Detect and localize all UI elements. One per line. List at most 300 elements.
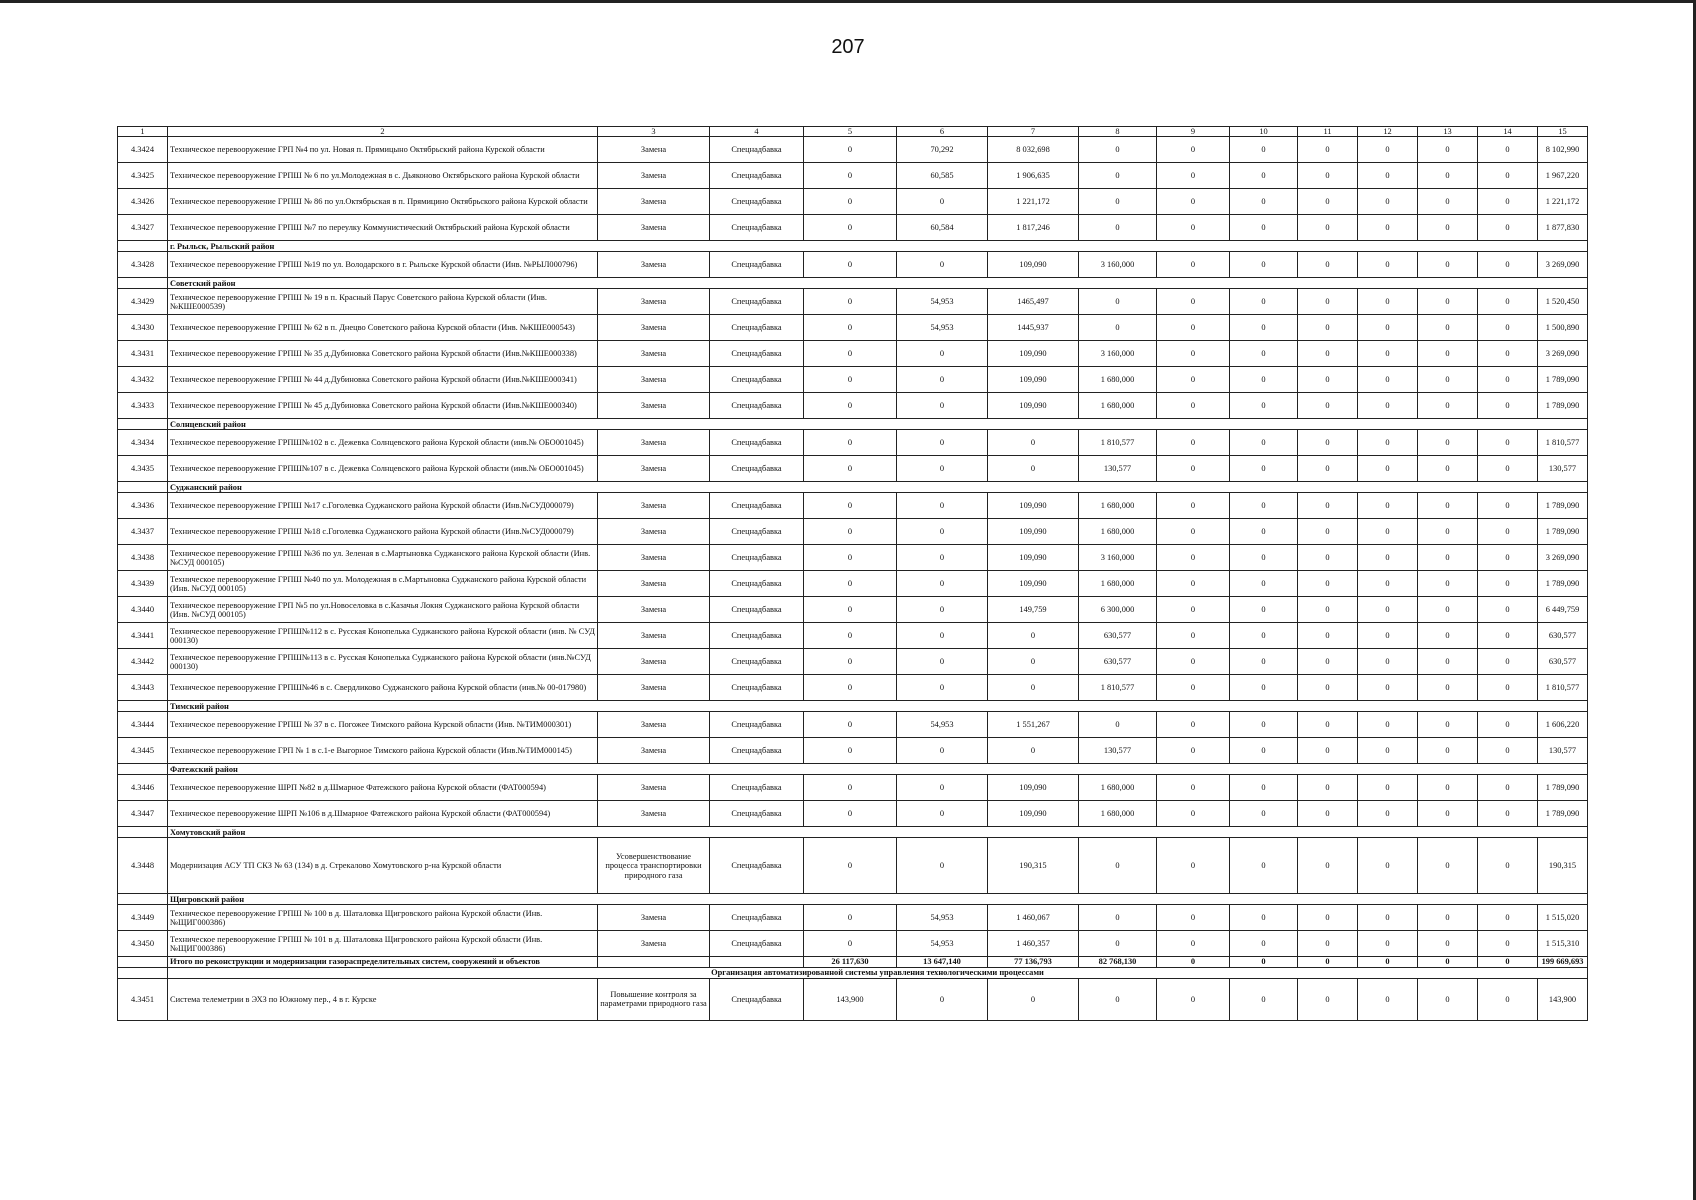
value-col-12: 0 xyxy=(1358,393,1418,419)
total-value-col-13: 0 xyxy=(1418,957,1478,967)
value-col-15: 130,577 xyxy=(1538,738,1588,764)
value-col-7: 0 xyxy=(988,738,1079,764)
value-col-8: 0 xyxy=(1079,931,1157,957)
purpose-cell: Замена xyxy=(598,163,710,189)
object-name-cell: Техническое перевооружение ГРПШ№107 в с. Дежевка Солнцевского района Курской области (инв.№ ОБО001045) xyxy=(168,456,598,482)
value-col-15: 630,577 xyxy=(1538,649,1588,675)
value-col-9: 0 xyxy=(1157,163,1230,189)
table-row xyxy=(118,978,1588,1020)
source-cell: Спецнадбавка xyxy=(710,456,804,482)
source-cell: Спецнадбавка xyxy=(710,838,804,894)
value-col-5: 0 xyxy=(804,215,897,241)
value-col-14: 0 xyxy=(1478,252,1538,278)
column-header-15: 15 xyxy=(1538,127,1588,137)
value-col-14: 0 xyxy=(1478,430,1538,456)
source-cell: Спецнадбавка xyxy=(710,493,804,519)
source-cell: Спецнадбавка xyxy=(710,738,804,764)
value-col-12: 0 xyxy=(1358,519,1418,545)
value-col-14: 0 xyxy=(1478,163,1538,189)
value-col-8: 0 xyxy=(1079,978,1157,1020)
value-col-9: 0 xyxy=(1157,775,1230,801)
value-col-15: 1 520,450 xyxy=(1538,289,1588,315)
value-col-7: 1 221,172 xyxy=(988,189,1079,215)
value-col-7: 109,090 xyxy=(988,252,1079,278)
value-col-5: 0 xyxy=(804,931,897,957)
section-row xyxy=(118,827,1588,838)
purpose-cell: Замена xyxy=(598,289,710,315)
value-col-10: 0 xyxy=(1230,597,1298,623)
value-col-15: 1 515,310 xyxy=(1538,931,1588,957)
value-col-6: 0 xyxy=(897,838,988,894)
page-top-border xyxy=(0,0,1696,3)
section-title: Солнцевский район xyxy=(168,419,1588,430)
value-col-10: 0 xyxy=(1230,931,1298,957)
value-col-12: 0 xyxy=(1358,493,1418,519)
purpose-cell: Замена xyxy=(598,430,710,456)
column-header-8: 8 xyxy=(1079,127,1157,137)
value-col-14: 0 xyxy=(1478,712,1538,738)
value-col-5: 0 xyxy=(804,545,897,571)
section-row xyxy=(118,482,1588,493)
value-col-11: 0 xyxy=(1298,493,1358,519)
value-col-13: 0 xyxy=(1418,163,1478,189)
total-value-col-9: 0 xyxy=(1157,957,1230,967)
value-col-12: 0 xyxy=(1358,189,1418,215)
table-row xyxy=(118,738,1588,764)
source-cell xyxy=(710,957,804,967)
object-name-cell: Техническое перевооружение ГРПШ № 35 д.Дубиновка Советского района Курской области (Инв.№КШЕ000338) xyxy=(168,341,598,367)
column-header-3: 3 xyxy=(598,127,710,137)
object-name-cell: Техническое перевооружение ШРП №106 в д.Шмарное Фатежского района Курской области (ФАТ000594) xyxy=(168,801,598,827)
value-col-9: 0 xyxy=(1157,393,1230,419)
source-cell: Спецнадбавка xyxy=(710,289,804,315)
value-col-7: 109,090 xyxy=(988,519,1079,545)
value-col-14: 0 xyxy=(1478,493,1538,519)
value-col-13: 0 xyxy=(1418,623,1478,649)
value-col-6: 54,953 xyxy=(897,931,988,957)
value-col-10: 0 xyxy=(1230,252,1298,278)
table-row xyxy=(118,623,1588,649)
value-col-11: 0 xyxy=(1298,367,1358,393)
value-col-8: 130,577 xyxy=(1079,738,1157,764)
value-col-13: 0 xyxy=(1418,738,1478,764)
row-number-cell: 4.3447 xyxy=(118,801,168,827)
value-col-5: 143,900 xyxy=(804,978,897,1020)
value-col-5: 0 xyxy=(804,163,897,189)
value-col-6: 70,292 xyxy=(897,137,988,163)
section-title: Суджанский район xyxy=(168,482,1588,493)
value-col-6: 0 xyxy=(897,189,988,215)
value-col-13: 0 xyxy=(1418,341,1478,367)
value-col-15: 6 449,759 xyxy=(1538,597,1588,623)
value-col-7: 1 906,635 xyxy=(988,163,1079,189)
value-col-14: 0 xyxy=(1478,738,1538,764)
object-name-cell: Техническое перевооружение ГРПШ№113 в с. Русская Конопелька Суджанского района Курской области (инв.№СУД 000130) xyxy=(168,649,598,675)
value-col-7: 0 xyxy=(988,623,1079,649)
value-col-12: 0 xyxy=(1358,649,1418,675)
column-header-4: 4 xyxy=(710,127,804,137)
section-row xyxy=(118,278,1588,289)
value-col-11: 0 xyxy=(1298,712,1358,738)
object-name-cell: Система телеметрии в ЭХЗ по Южному пер., 4 в г. Курске xyxy=(168,978,598,1020)
value-col-9: 0 xyxy=(1157,545,1230,571)
source-cell: Спецнадбавка xyxy=(710,341,804,367)
value-col-8: 630,577 xyxy=(1079,649,1157,675)
column-header-13: 13 xyxy=(1418,127,1478,137)
value-col-8: 1 680,000 xyxy=(1079,519,1157,545)
purpose-cell: Замена xyxy=(598,738,710,764)
value-col-15: 1 789,090 xyxy=(1538,801,1588,827)
row-number-cell: 4.3425 xyxy=(118,163,168,189)
value-col-14: 0 xyxy=(1478,571,1538,597)
object-name-cell: Техническое перевооружение ГРПШ № 44 д.Дубиновка Советского района Курской области (Инв.№КШЕ000341) xyxy=(168,367,598,393)
column-header-10: 10 xyxy=(1230,127,1298,137)
value-col-8: 0 xyxy=(1079,215,1157,241)
value-col-13: 0 xyxy=(1418,189,1478,215)
value-col-13: 0 xyxy=(1418,801,1478,827)
value-col-12: 0 xyxy=(1358,571,1418,597)
value-col-10: 0 xyxy=(1230,519,1298,545)
value-col-6: 0 xyxy=(897,393,988,419)
purpose-cell: Замена xyxy=(598,493,710,519)
value-col-12: 0 xyxy=(1358,545,1418,571)
value-col-11: 0 xyxy=(1298,393,1358,419)
value-col-10: 0 xyxy=(1230,163,1298,189)
value-col-10: 0 xyxy=(1230,712,1298,738)
value-col-9: 0 xyxy=(1157,289,1230,315)
column-header-12: 12 xyxy=(1358,127,1418,137)
total-value-col-6: 13 647,140 xyxy=(897,957,988,967)
value-col-7: 0 xyxy=(988,649,1079,675)
value-col-15: 1 810,577 xyxy=(1538,430,1588,456)
value-col-14: 0 xyxy=(1478,978,1538,1020)
value-col-11: 0 xyxy=(1298,315,1358,341)
value-col-9: 0 xyxy=(1157,519,1230,545)
value-col-7: 109,090 xyxy=(988,393,1079,419)
source-cell: Спецнадбавка xyxy=(710,315,804,341)
table-row xyxy=(118,545,1588,571)
purpose-cell: Замена xyxy=(598,801,710,827)
value-col-15: 190,315 xyxy=(1538,838,1588,894)
value-col-15: 3 269,090 xyxy=(1538,545,1588,571)
row-number-cell: 4.3440 xyxy=(118,597,168,623)
value-col-11: 0 xyxy=(1298,341,1358,367)
column-header-6: 6 xyxy=(897,127,988,137)
purpose-cell: Замена xyxy=(598,137,710,163)
value-col-14: 0 xyxy=(1478,456,1538,482)
value-col-12: 0 xyxy=(1358,456,1418,482)
value-col-13: 0 xyxy=(1418,493,1478,519)
purpose-cell: Замена xyxy=(598,571,710,597)
source-cell: Спецнадбавка xyxy=(710,905,804,931)
row-number-cell: 4.3445 xyxy=(118,738,168,764)
table-row xyxy=(118,649,1588,675)
purpose-cell: Замена xyxy=(598,649,710,675)
value-col-14: 0 xyxy=(1478,838,1538,894)
source-cell: Спецнадбавка xyxy=(710,623,804,649)
purpose-cell: Замена xyxy=(598,712,710,738)
purpose-cell: Замена xyxy=(598,519,710,545)
value-col-6: 0 xyxy=(897,775,988,801)
source-cell: Спецнадбавка xyxy=(710,571,804,597)
row-number-cell xyxy=(118,278,168,289)
section-row xyxy=(118,894,1588,905)
value-col-8: 130,577 xyxy=(1079,456,1157,482)
value-col-12: 0 xyxy=(1358,215,1418,241)
value-col-9: 0 xyxy=(1157,341,1230,367)
value-col-13: 0 xyxy=(1418,675,1478,701)
value-col-9: 0 xyxy=(1157,137,1230,163)
table-row xyxy=(118,571,1588,597)
value-col-15: 1 515,020 xyxy=(1538,905,1588,931)
value-col-11: 0 xyxy=(1298,137,1358,163)
value-col-15: 3 269,090 xyxy=(1538,252,1588,278)
value-col-5: 0 xyxy=(804,775,897,801)
value-col-10: 0 xyxy=(1230,801,1298,827)
value-col-6: 0 xyxy=(897,571,988,597)
value-col-8: 1 680,000 xyxy=(1079,571,1157,597)
value-col-14: 0 xyxy=(1478,367,1538,393)
value-col-5: 0 xyxy=(804,838,897,894)
value-col-10: 0 xyxy=(1230,315,1298,341)
value-col-7: 1465,497 xyxy=(988,289,1079,315)
value-col-12: 0 xyxy=(1358,341,1418,367)
value-col-12: 0 xyxy=(1358,623,1418,649)
value-col-10: 0 xyxy=(1230,215,1298,241)
row-number-cell xyxy=(118,701,168,712)
value-col-7: 190,315 xyxy=(988,838,1079,894)
source-cell: Спецнадбавка xyxy=(710,801,804,827)
row-number-cell: 4.3448 xyxy=(118,838,168,894)
value-col-9: 0 xyxy=(1157,978,1230,1020)
value-col-7: 109,090 xyxy=(988,367,1079,393)
value-col-5: 0 xyxy=(804,571,897,597)
purpose-cell: Замена xyxy=(598,393,710,419)
value-col-10: 0 xyxy=(1230,775,1298,801)
row-number-cell xyxy=(118,827,168,838)
source-cell: Спецнадбавка xyxy=(710,519,804,545)
value-col-14: 0 xyxy=(1478,597,1538,623)
section-row xyxy=(118,764,1588,775)
value-col-11: 0 xyxy=(1298,623,1358,649)
value-col-6: 0 xyxy=(897,430,988,456)
column-header-5: 5 xyxy=(804,127,897,137)
value-col-6: 0 xyxy=(897,493,988,519)
value-col-8: 0 xyxy=(1079,712,1157,738)
value-col-14: 0 xyxy=(1478,215,1538,241)
row-number-cell xyxy=(118,967,168,978)
object-name-cell: Техническое перевооружение ГРПШ №36 по ул. Зеленая в с.Мартыновка Суджанского района Курской области (Инв. №СУД 000105) xyxy=(168,545,598,571)
source-cell: Спецнадбавка xyxy=(710,649,804,675)
row-number-cell: 4.3433 xyxy=(118,393,168,419)
source-cell: Спецнадбавка xyxy=(710,430,804,456)
value-col-9: 0 xyxy=(1157,456,1230,482)
value-col-15: 1 789,090 xyxy=(1538,519,1588,545)
value-col-6: 60,585 xyxy=(897,163,988,189)
value-col-7: 149,759 xyxy=(988,597,1079,623)
row-number-cell: 4.3442 xyxy=(118,649,168,675)
value-col-14: 0 xyxy=(1478,931,1538,957)
value-col-9: 0 xyxy=(1157,905,1230,931)
object-name-cell: Техническое перевооружение ГРПШ № 100 в д. Шаталовка Щигровского района Курской области (Инв. №ЩИГ000386) xyxy=(168,905,598,931)
value-col-5: 0 xyxy=(804,393,897,419)
value-col-6: 0 xyxy=(897,456,988,482)
object-name-cell: Техническое перевооружение ГРПШ№112 в с. Русская Конопелька Суджанского района Курской области (инв. № СУД 000130) xyxy=(168,623,598,649)
value-col-7: 8 032,698 xyxy=(988,137,1079,163)
source-cell: Спецнадбавка xyxy=(710,137,804,163)
table-row xyxy=(118,519,1588,545)
value-col-8: 0 xyxy=(1079,137,1157,163)
source-cell: Спецнадбавка xyxy=(710,189,804,215)
row-number-cell: 4.3435 xyxy=(118,456,168,482)
purpose-cell: Замена xyxy=(598,341,710,367)
value-col-8: 6 300,000 xyxy=(1079,597,1157,623)
value-col-7: 0 xyxy=(988,456,1079,482)
value-col-14: 0 xyxy=(1478,341,1538,367)
value-col-15: 130,577 xyxy=(1538,456,1588,482)
value-col-10: 0 xyxy=(1230,675,1298,701)
value-col-15: 1 967,220 xyxy=(1538,163,1588,189)
row-number-cell: 4.3441 xyxy=(118,623,168,649)
object-name-cell: Техническое перевооружение ГРПШ №7 по переулку Коммунистический Октябрьский района Курской области xyxy=(168,215,598,241)
section-row xyxy=(118,419,1588,430)
table-body xyxy=(118,137,1588,1020)
value-col-12: 0 xyxy=(1358,801,1418,827)
value-col-9: 0 xyxy=(1157,623,1230,649)
row-number-cell: 4.3431 xyxy=(118,341,168,367)
row-number-cell: 4.3424 xyxy=(118,137,168,163)
value-col-7: 0 xyxy=(988,675,1079,701)
value-col-10: 0 xyxy=(1230,623,1298,649)
table-row xyxy=(118,775,1588,801)
value-col-13: 0 xyxy=(1418,712,1478,738)
value-col-12: 0 xyxy=(1358,931,1418,957)
value-col-12: 0 xyxy=(1358,597,1418,623)
value-col-6: 0 xyxy=(897,738,988,764)
value-col-11: 0 xyxy=(1298,801,1358,827)
value-col-11: 0 xyxy=(1298,775,1358,801)
source-cell: Спецнадбавка xyxy=(710,978,804,1020)
value-col-10: 0 xyxy=(1230,456,1298,482)
row-number-cell: 4.3430 xyxy=(118,315,168,341)
source-cell: Спецнадбавка xyxy=(710,775,804,801)
table-row xyxy=(118,315,1588,341)
value-col-10: 0 xyxy=(1230,649,1298,675)
table-row xyxy=(118,905,1588,931)
purpose-cell: Замена xyxy=(598,675,710,701)
value-col-6: 0 xyxy=(897,623,988,649)
value-col-14: 0 xyxy=(1478,189,1538,215)
value-col-6: 0 xyxy=(897,649,988,675)
purpose-cell: Усовершенствование процесса транспортировки природного газа xyxy=(598,838,710,894)
value-col-7: 109,090 xyxy=(988,545,1079,571)
object-name-cell: Техническое перевооружение ГРПШ № 37 в с. Погожее Тимского района Курской области (Инв. №ТИМ000301) xyxy=(168,712,598,738)
value-col-7: 0 xyxy=(988,430,1079,456)
object-name-cell: Техническое перевооружение ГРП № 1 в с.1-е Выгорное Тимского района Курской области (Инв.№ТИМ000145) xyxy=(168,738,598,764)
table-row xyxy=(118,289,1588,315)
value-col-11: 0 xyxy=(1298,545,1358,571)
total-value-col-14: 0 xyxy=(1478,957,1538,967)
row-number-cell: 4.3437 xyxy=(118,519,168,545)
value-col-14: 0 xyxy=(1478,801,1538,827)
value-col-13: 0 xyxy=(1418,838,1478,894)
value-col-8: 0 xyxy=(1079,905,1157,931)
total-value-col-15: 199 669,693 xyxy=(1538,957,1588,967)
value-col-14: 0 xyxy=(1478,775,1538,801)
value-col-10: 0 xyxy=(1230,545,1298,571)
value-col-5: 0 xyxy=(804,493,897,519)
object-name-cell: Техническое перевооружение ГРПШ № 45 д.Дубиновка Советского района Курской области (Инв.№КШЕ000340) xyxy=(168,393,598,419)
value-col-13: 0 xyxy=(1418,456,1478,482)
row-number-cell: 4.3428 xyxy=(118,252,168,278)
page-number: 207 xyxy=(831,36,865,58)
column-header-1: 1 xyxy=(118,127,168,137)
value-col-15: 8 102,990 xyxy=(1538,137,1588,163)
table-row xyxy=(118,712,1588,738)
value-col-13: 0 xyxy=(1418,545,1478,571)
value-col-5: 0 xyxy=(804,738,897,764)
value-col-6: 0 xyxy=(897,367,988,393)
value-col-6: 0 xyxy=(897,675,988,701)
object-name-cell: Техническое перевооружение ГРПШ №40 по ул. Молодежная в с.Мартыновка Суджанского района Курской области (Инв. №СУД 000105) xyxy=(168,571,598,597)
value-col-7: 109,090 xyxy=(988,341,1079,367)
value-col-13: 0 xyxy=(1418,978,1478,1020)
value-col-10: 0 xyxy=(1230,137,1298,163)
value-col-10: 0 xyxy=(1230,905,1298,931)
value-col-13: 0 xyxy=(1418,775,1478,801)
section-row xyxy=(118,241,1588,252)
value-col-11: 0 xyxy=(1298,905,1358,931)
value-col-14: 0 xyxy=(1478,623,1538,649)
value-col-9: 0 xyxy=(1157,931,1230,957)
row-number-cell: 4.3449 xyxy=(118,905,168,931)
value-col-13: 0 xyxy=(1418,649,1478,675)
row-number-cell: 4.3434 xyxy=(118,430,168,456)
value-col-13: 0 xyxy=(1418,393,1478,419)
value-col-14: 0 xyxy=(1478,905,1538,931)
value-col-7: 109,090 xyxy=(988,801,1079,827)
value-col-8: 0 xyxy=(1079,163,1157,189)
value-col-8: 0 xyxy=(1079,315,1157,341)
section-title: Щигровский район xyxy=(168,894,1588,905)
value-col-6: 0 xyxy=(897,519,988,545)
value-col-10: 0 xyxy=(1230,189,1298,215)
value-col-7: 1 551,267 xyxy=(988,712,1079,738)
purpose-cell: Замена xyxy=(598,456,710,482)
value-col-14: 0 xyxy=(1478,315,1538,341)
value-col-7: 1445,937 xyxy=(988,315,1079,341)
purpose-cell: Замена xyxy=(598,597,710,623)
value-col-9: 0 xyxy=(1157,315,1230,341)
value-col-12: 0 xyxy=(1358,712,1418,738)
section-row xyxy=(118,701,1588,712)
value-col-11: 0 xyxy=(1298,675,1358,701)
row-number-cell: 4.3443 xyxy=(118,675,168,701)
source-cell: Спецнадбавка xyxy=(710,393,804,419)
value-col-11: 0 xyxy=(1298,838,1358,894)
source-cell: Спецнадбавка xyxy=(710,252,804,278)
value-col-10: 0 xyxy=(1230,393,1298,419)
purpose-cell: Замена xyxy=(598,905,710,931)
value-col-13: 0 xyxy=(1418,519,1478,545)
purpose-cell xyxy=(598,957,710,967)
object-name-cell: Техническое перевооружение ГРПШ№46 в с. Свердликово Суджанского района Курской области (инв.№ 00-017980) xyxy=(168,675,598,701)
value-col-13: 0 xyxy=(1418,597,1478,623)
value-col-11: 0 xyxy=(1298,649,1358,675)
value-col-9: 0 xyxy=(1157,801,1230,827)
value-col-10: 0 xyxy=(1230,430,1298,456)
value-col-12: 0 xyxy=(1358,978,1418,1020)
